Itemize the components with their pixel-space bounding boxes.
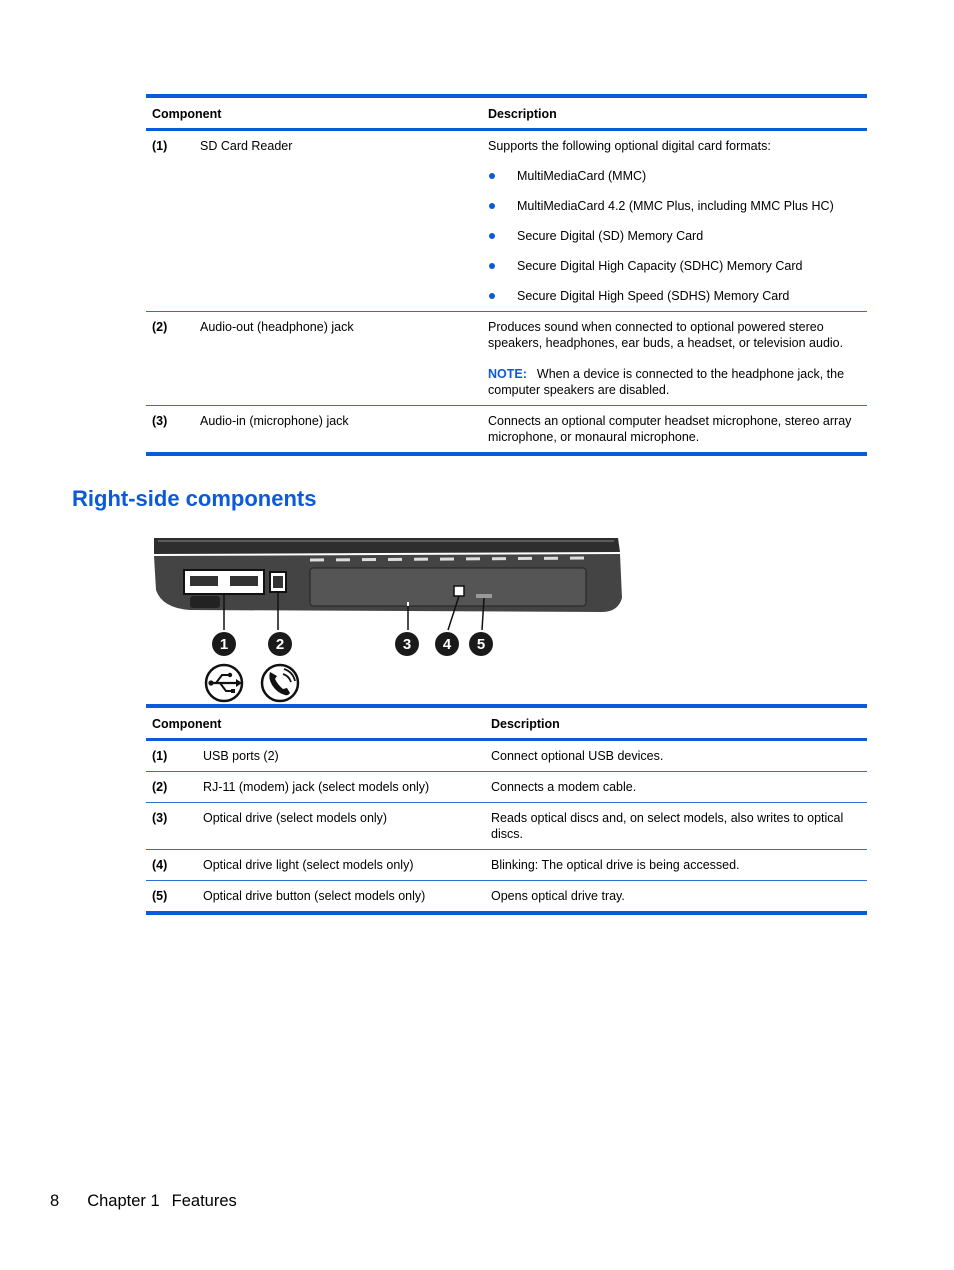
list-item	[488, 228, 861, 244]
bullet-icon	[489, 203, 495, 209]
row-number: (2)	[146, 312, 194, 406]
usb-icon	[206, 665, 242, 701]
callout-number: 1	[219, 636, 229, 653]
table-row	[146, 803, 867, 850]
laptop-right-side-illustration	[150, 532, 630, 704]
row-component: RJ-11 (modem) jack (select models only)	[197, 772, 485, 803]
table-row	[146, 772, 867, 803]
drive-button-shape	[476, 594, 492, 598]
list-item-text: Secure Digital (SD) Memory Card	[517, 229, 704, 243]
list-item	[488, 198, 861, 214]
header-component: Component	[146, 706, 485, 740]
row-number: (2)	[146, 772, 197, 803]
list-item-text: MultiMediaCard (MMC)	[517, 169, 647, 183]
row-description	[482, 312, 867, 406]
note-label: NOTE:	[488, 367, 527, 381]
row-component: Optical drive button (select models only)	[197, 881, 485, 914]
usb-port-2	[230, 576, 258, 586]
list-item	[488, 258, 861, 274]
drive-light-highlight	[454, 586, 464, 596]
description-text: Produces sound when connected to optional powered stereo speakers, headphones, ear buds, a headset, or television audio.	[488, 320, 844, 350]
callout-number: 2	[275, 636, 285, 653]
laptop-foot	[190, 596, 220, 608]
bullet-icon	[489, 263, 495, 269]
row-component: SD Card Reader	[194, 130, 482, 312]
rj11-jack	[273, 576, 283, 588]
row-component: USB ports (2)	[197, 740, 485, 772]
row-component: Optical drive light (select models only)	[197, 850, 485, 881]
callout-2	[268, 632, 292, 656]
row-component: Optical drive (select models only)	[197, 803, 485, 850]
chapter-title: Features	[171, 1192, 237, 1210]
section-heading: Right-side components	[72, 486, 317, 511]
row-description: Connects a modem cable.	[485, 772, 867, 803]
callout-number: 4	[442, 636, 452, 653]
row-number: (3)	[146, 803, 197, 850]
row-description: Opens optical drive tray.	[485, 881, 867, 914]
list-item-text: Secure Digital High Capacity (SDHC) Memory Card	[517, 259, 803, 273]
row-number: (3)	[146, 406, 194, 455]
row-description: Connects an optional computer headset microphone, stereo array microphone, or monaural microphone.	[482, 406, 867, 455]
row-number: (1)	[146, 130, 194, 312]
table-row	[146, 881, 867, 914]
modem-phone-icon	[262, 665, 298, 701]
table-row	[146, 406, 867, 455]
row-description: Blinking: The optical drive is being accessed.	[485, 850, 867, 881]
list-item	[488, 288, 861, 304]
row-number: (4)	[146, 850, 197, 881]
note-text: When a device is connected to the headphone jack, the computer speakers are disabled.	[488, 367, 845, 397]
row-component: Audio-in (microphone) jack	[194, 406, 482, 455]
callout-number: 5	[476, 636, 486, 653]
row-number: (5)	[146, 881, 197, 914]
page-number: 8	[50, 1192, 60, 1210]
table-row	[146, 312, 867, 406]
page-footer	[50, 1192, 237, 1211]
components-table-left-side	[146, 94, 867, 456]
optical-drive-bay	[310, 568, 586, 606]
callout-3	[395, 632, 419, 656]
components-table-right-side	[146, 704, 867, 915]
row-description: Connect optional USB devices.	[485, 740, 867, 772]
callout-5	[469, 632, 493, 656]
list-item-text: Secure Digital High Speed (SDHS) Memory Card	[517, 289, 790, 303]
row-description	[482, 130, 867, 312]
table-header-row	[146, 96, 867, 130]
row-description: Reads optical discs and, on select models, also writes to optical discs.	[485, 803, 867, 850]
bullet-icon	[489, 293, 495, 299]
table-row	[146, 850, 867, 881]
callout-1	[212, 632, 236, 656]
row-number: (1)	[146, 740, 197, 772]
note	[488, 366, 861, 398]
list-item-text: MultiMediaCard 4.2 (MMC Plus, including MMC Plus HC)	[517, 199, 834, 213]
card-format-list	[488, 168, 861, 304]
usb-port-1	[190, 576, 218, 586]
bullet-icon	[489, 233, 495, 239]
table-header-row	[146, 706, 867, 740]
list-item	[488, 168, 861, 184]
header-description: Description	[482, 96, 867, 130]
header-component: Component	[146, 96, 482, 130]
header-description: Description	[485, 706, 867, 740]
chapter-label: Chapter 1	[87, 1192, 160, 1210]
callout-number: 3	[402, 636, 412, 653]
table-row	[146, 740, 867, 772]
row-component: Audio-out (headphone) jack	[194, 312, 482, 406]
bullet-icon	[489, 173, 495, 179]
table-row	[146, 130, 867, 312]
description-text: Supports the following optional digital card formats:	[488, 139, 771, 153]
callout-4	[435, 632, 459, 656]
